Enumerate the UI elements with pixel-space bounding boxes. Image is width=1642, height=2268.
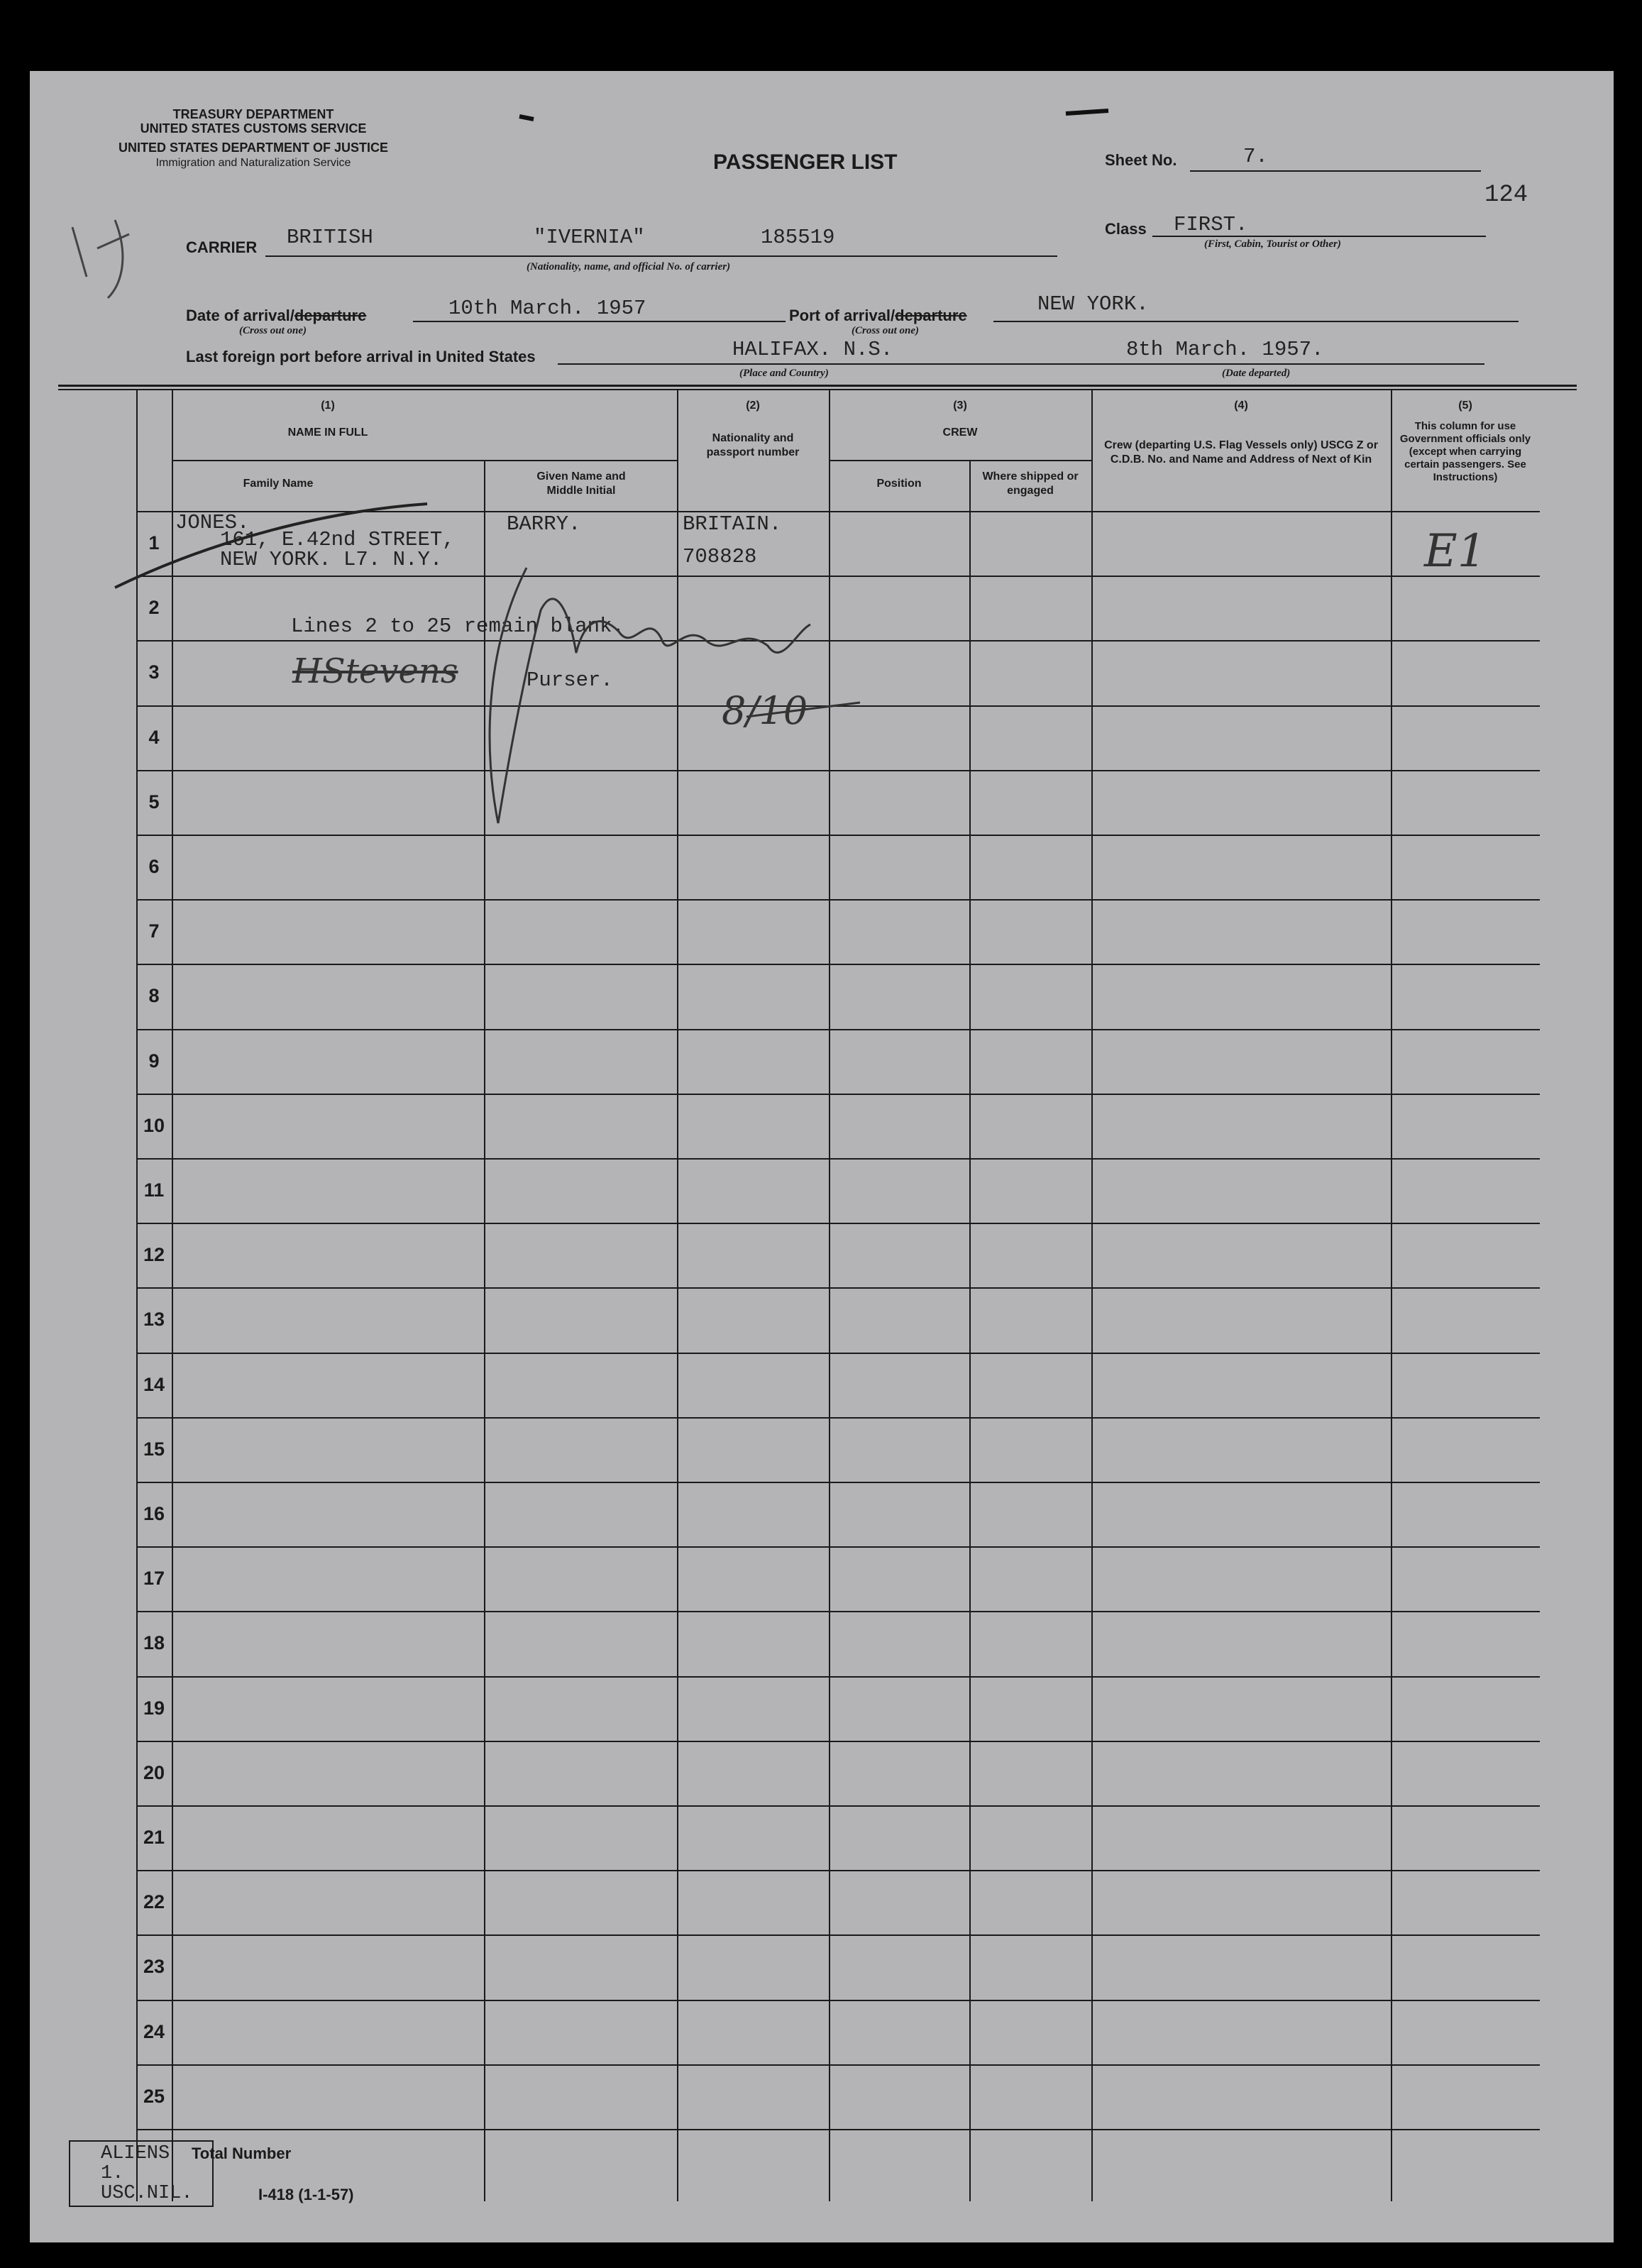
entry-given-name: BARRY.	[507, 512, 581, 536]
handwritten-initials: 8/10	[722, 688, 808, 733]
arrival-port-label-text: Port of arrival/	[789, 307, 896, 324]
row-number: 25	[143, 2086, 165, 2107]
col5-title: This column for use Government officials only (except when carrying certain passengers. See Instructions)	[1399, 420, 1531, 483]
entry-address-line1: 161, E.42nd STREET,	[220, 528, 455, 551]
row-number: 24	[143, 2021, 165, 2042]
sheet-label: Sheet No.	[1105, 151, 1177, 169]
blank-lines-note: Lines 2 to 25 remain blank.	[291, 615, 624, 638]
aliens-value: 1.	[101, 2163, 124, 2184]
col4-num: (4)	[1234, 400, 1248, 412]
dept-customs: UNITED STATES CUSTOMS SERVICE	[140, 121, 367, 136]
page-title: PASSENGER LIST	[713, 150, 898, 174]
dept-justice: UNITED STATES DEPARTMENT OF JUSTICE	[118, 141, 388, 155]
col3-title: CREW	[942, 426, 978, 439]
carrier-label: CARRIER	[186, 238, 258, 256]
class-caption: (First, Cabin, Tourist or Other)	[1204, 238, 1341, 250]
col1a-title: Family Name	[243, 478, 314, 490]
col5-num: (5)	[1458, 400, 1472, 412]
col4-title: Crew (departing U.S. Flag Vessels only) USCG Z or C.D.B. No. and Name and Address of Next of Kin	[1104, 439, 1378, 466]
port-cross-caption: (Cross out one)	[852, 325, 920, 336]
carrier-name: "IVERNIA"	[534, 226, 645, 249]
last-port-value: HALIFAX. N.S.	[732, 338, 893, 361]
row-number: 20	[143, 1762, 165, 1783]
dept-ins: Immigration and Naturalization Service	[155, 157, 351, 169]
col1-num: (1)	[321, 400, 335, 412]
row-number: 19	[143, 1697, 165, 1719]
dept-treasury: TREASURY DEPARTMENT	[172, 107, 334, 121]
sheet-value: 7.	[1243, 145, 1268, 168]
gov-mark: E1	[1424, 525, 1487, 578]
page-number: 124	[1484, 182, 1528, 209]
row-number: 4	[148, 727, 160, 748]
aliens-label: ALIENS	[101, 2143, 170, 2164]
col3-num: (3)	[953, 400, 967, 412]
row-number: 21	[143, 1827, 165, 1848]
usc-label: USC.NIL.	[101, 2183, 193, 2204]
row-number: 11	[143, 1179, 165, 1201]
col1b-title: Given Name and Middle Initial	[536, 470, 626, 497]
row-number: 17	[143, 1568, 165, 1589]
last-port-label: Last foreign port before arrival in United States	[186, 348, 536, 365]
purser-signature: HStevens	[292, 651, 458, 691]
col2-title: Nationality and passport number	[706, 432, 800, 458]
carrier-nationality: BRITISH	[287, 226, 373, 249]
row-number: 10	[143, 1115, 165, 1136]
row-number: 3	[148, 661, 160, 683]
row-number: 6	[148, 856, 160, 877]
entry-passport: 708828	[683, 545, 757, 568]
row-number: 22	[143, 1891, 165, 1912]
handwriting-strokes	[30, 71, 1614, 2242]
date-departed-caption: (Date departed)	[1222, 368, 1291, 379]
col1-title: NAME IN FULL	[287, 426, 368, 439]
date-cross-caption: (Cross out one)	[239, 325, 307, 336]
entry-nationality: BRITAIN.	[683, 512, 782, 536]
form-number: I-418 (1-1-57)	[258, 2186, 354, 2203]
arrival-date-label-text: Date of arrival/	[186, 307, 294, 324]
carrier-caption: (Nationality, name, and official No. of carrier)	[527, 261, 731, 273]
row-number: 12	[143, 1244, 165, 1265]
total-number-label: Total Number	[192, 2145, 292, 2162]
row-number: 13	[143, 1309, 165, 1330]
date-departed-value: 8th March. 1957.	[1126, 338, 1324, 361]
row-number: 5	[148, 791, 160, 813]
row-number: 9	[148, 1050, 160, 1072]
col2-num: (2)	[746, 400, 760, 412]
purser-role: Purser.	[527, 668, 613, 692]
arrival-port-label-struck: departure	[895, 307, 967, 324]
place-caption: (Place and Country)	[739, 368, 829, 379]
carrier-official-no: 185519	[761, 226, 835, 249]
row-number: 16	[143, 1503, 165, 1524]
document-page	[30, 71, 1614, 2242]
class-value: FIRST.	[1174, 213, 1248, 236]
row-number: 8	[148, 985, 160, 1006]
entry-family-name: JONES.	[175, 511, 250, 534]
row-number: 2	[148, 597, 160, 618]
row-number: 15	[143, 1438, 165, 1460]
entry-address-line2: NEW YORK. L7. N.Y.	[220, 548, 443, 571]
row-number: 23	[143, 1956, 165, 1977]
row-number: 18	[143, 1632, 165, 1653]
col3a-title: Position	[876, 478, 922, 490]
row-number: 14	[143, 1374, 165, 1395]
row-number: 7	[148, 920, 160, 942]
arrival-date-value: 10th March. 1957	[448, 297, 646, 320]
col3b-title: Where shipped or engaged	[982, 470, 1079, 497]
arrival-port-value: NEW YORK.	[1037, 292, 1149, 316]
arrival-date-label-struck: departure	[294, 307, 367, 324]
row-number: 1	[148, 532, 160, 554]
class-label: Class	[1105, 220, 1147, 238]
